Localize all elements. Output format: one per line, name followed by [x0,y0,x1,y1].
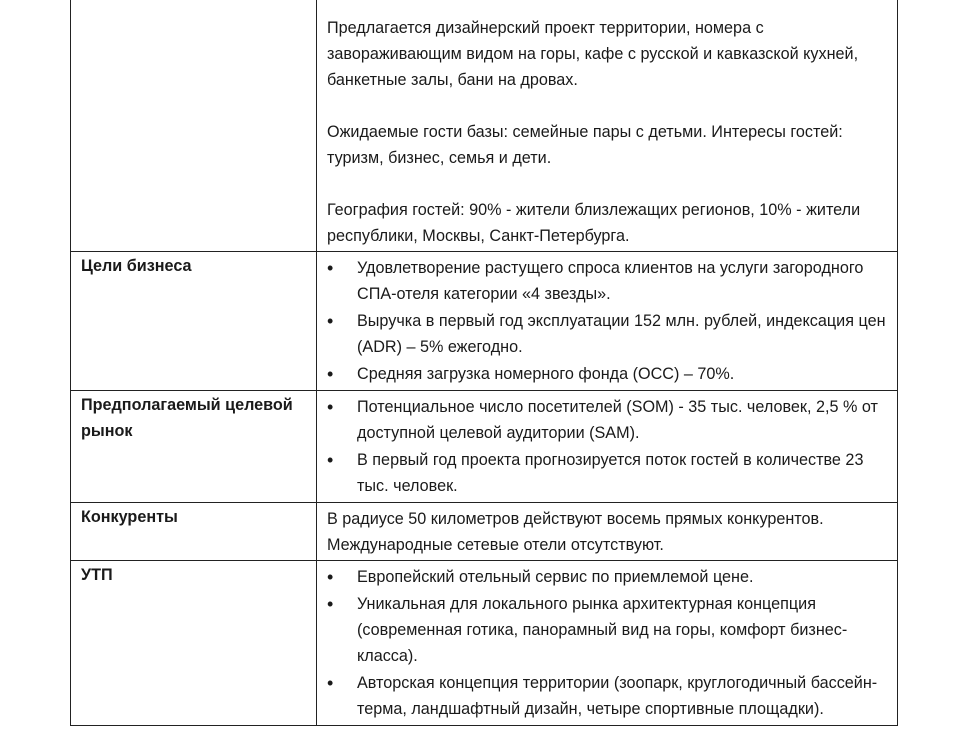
row-label-market: Предполагаемый целевой рынок [71,391,317,503]
row-label-goals: Цели бизнеса [71,252,317,391]
row-label-intro [71,0,317,252]
row-label-competitors: Конкуренты [71,503,317,561]
table-row-market [71,391,898,503]
row-content-market [317,391,898,503]
paragraph-geography: География гостей: 90% - жители близлежащих регионов, 10% - жители республики, Москвы, Санкт-Петербурга. [327,201,861,245]
paragraph-competitors: В радиусе 50 километров действуют восемь прямых конкурентов. Международные сетевые отели отсутствуют. [327,510,824,554]
list-item: • Европейский отельный сервис по приемлемой цене. [327,564,887,590]
row-content-goals [317,252,898,391]
row-content-competitors [317,503,898,561]
table-row-usp [71,561,898,726]
row-content-usp [317,561,898,726]
market-list [327,394,887,499]
paragraph-project: Предлагается дизайнерский проект территории, номера с завораживающим видом на горы, кафе с русской и кавказской кухней, банкетные залы, бани на дровах. [327,19,859,89]
table-row-goals [71,252,898,391]
list-item: • Авторская концепция территории (зоопарк, круглогодичный бассейн-терма, ландшафтный дизайн, четыре спортивные площадки). [327,670,887,722]
table-row-competitors [71,503,898,561]
row-label-usp: УТП [71,561,317,726]
list-item: • Удовлетворение растущего спроса клиентов на услуги загородного СПА-отеля категории «4 звезды». [327,255,887,307]
list-item: • Потенциальное число посетителей (SOM) - 35 тыс. человек, 2,5 % от доступной целевой аудитории (SAM). [327,394,887,446]
usp-list [327,564,887,722]
list-item: • Уникальная для локального рынка архитектурная концепция (современная готика, панорамный вид на горы, комфорт бизнес-класса). [327,591,887,669]
list-item: • Выручка в первый год эксплуатации 152 млн. рублей, индексация цен (ADR) – 5% ежегодно. [327,308,887,360]
table-row-intro [71,0,898,252]
business-plan-table [70,0,898,726]
paragraph-guests: Ожидаемые гости базы: семейные пары с детьми. Интересы гостей: туризм, бизнес, семья и дети. [327,123,843,167]
list-item: • В первый год проекта прогнозируется поток гостей в количестве 23 тыс. человек. [327,447,887,499]
row-content-intro [317,0,898,252]
list-item: • Средняя загрузка номерного фонда (OCC) – 70%. [327,361,887,387]
goals-list [327,255,887,387]
